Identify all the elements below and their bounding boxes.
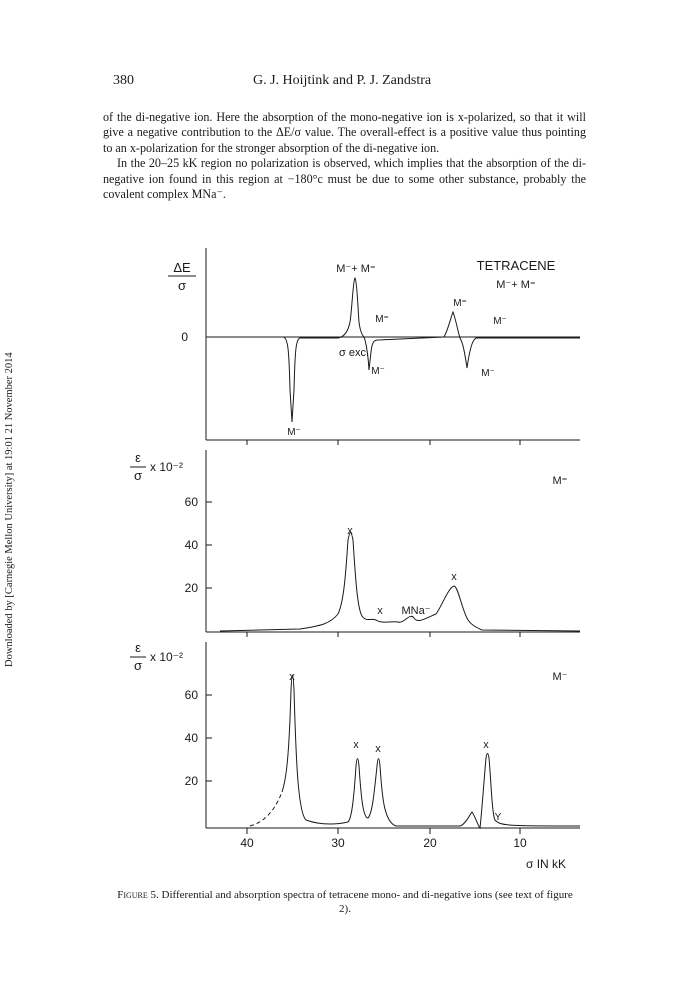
bottom-tick-20: 20 [184, 774, 198, 788]
top-ylabel-delta-e: ΔE [173, 260, 191, 275]
bottom-label-x4: x [483, 739, 489, 751]
x-axis-label: σ IN kK [525, 857, 567, 871]
middle-tick-60: 60 [184, 495, 198, 509]
middle-label-x2: x [451, 571, 457, 583]
page-header [113, 73, 586, 93]
bottom-species: M⁻ [552, 671, 568, 683]
bottom-absorption-curve [282, 675, 580, 828]
body-text [103, 110, 586, 202]
bottom-tick-60: 60 [184, 688, 198, 702]
bottom-ymult: x 10⁻² [150, 650, 184, 664]
x-tick-20: 20 [423, 836, 437, 850]
middle-label-x3: x [377, 605, 383, 617]
top-ylabel-sigma: σ [177, 278, 187, 293]
label-mminus-bottom: M⁻ [287, 427, 301, 438]
middle-absorption-curve [220, 533, 580, 632]
figure-title: TETRACENE [476, 258, 556, 273]
download-watermark: Downloaded by [Carnegie Mellon University] at 19:01 21 November 2014 [4, 352, 15, 668]
middle-label-x1: x [347, 525, 353, 537]
label-sigma-exc: σ exc. [338, 347, 370, 359]
x-tick-10: 10 [513, 836, 527, 850]
bottom-ylabel-sigma: σ [133, 658, 143, 673]
caption-text: Differential and absorption spectra of tetracene mono- and di-negative ions (see text of figure 2). [161, 889, 573, 915]
bottom-absorption-curve-dashed [250, 792, 282, 826]
label-top-center: M⁻+ M⁼ [336, 263, 376, 275]
paragraph: In the 20–25 kK region no polarization is observed, which implies that the absorption of the di-negative ion found in this region at −180°c must be due to some other substance, probably the covalent complex MNa⁻. [103, 156, 586, 202]
middle-tick-20: 20 [184, 581, 198, 595]
bottom-label-x1: x [289, 671, 295, 683]
bottom-label-x2: x [353, 739, 359, 751]
middle-ymult: x 10⁻² [150, 460, 184, 474]
label-mminus-center: M⁻ [371, 366, 385, 377]
label-mminus-right-top: M⁻ [493, 316, 507, 327]
middle-ylabel-epsilon: ε [135, 450, 141, 465]
page-number: 380 [113, 73, 134, 88]
middle-tick-40: 40 [184, 538, 198, 552]
middle-label-mna: MNa⁻ [401, 605, 431, 617]
label-mminus-right: M⁻ [481, 368, 495, 379]
top-zero-label: 0 [181, 330, 188, 344]
caption-label: Figure 5. [117, 889, 159, 901]
spectra-figure [100, 240, 596, 900]
bottom-label-x3: x [375, 743, 381, 755]
x-tick-40: 40 [240, 836, 254, 850]
middle-species: M⁼ [552, 475, 568, 487]
running-title: G. J. Hoijtink and P. J. Zandstra [253, 73, 432, 88]
top-differential-curve [210, 278, 580, 422]
bottom-tick-40: 40 [184, 731, 198, 745]
x-tick-30: 30 [331, 836, 345, 850]
figure-caption [110, 888, 580, 916]
label-top-right: M⁻+ M⁼ [496, 279, 536, 291]
bottom-label-y: Y [494, 812, 502, 823]
label-m2-right: M⁼ [453, 298, 467, 309]
paragraph: of the di-negative ion. Here the absorption of the mono-negative ion is x-polarized, so that it will give a negative contribution to the ΔE/σ value. The overall-effect is a positive value thus pointing to an x-polarization for the stronger absorption of the di-negative ion. [103, 110, 586, 155]
spectra-plot [100, 240, 596, 900]
middle-ylabel-sigma: σ [133, 468, 143, 483]
bottom-ylabel-epsilon: ε [135, 640, 141, 655]
label-m2-left: M⁼ [375, 314, 389, 325]
